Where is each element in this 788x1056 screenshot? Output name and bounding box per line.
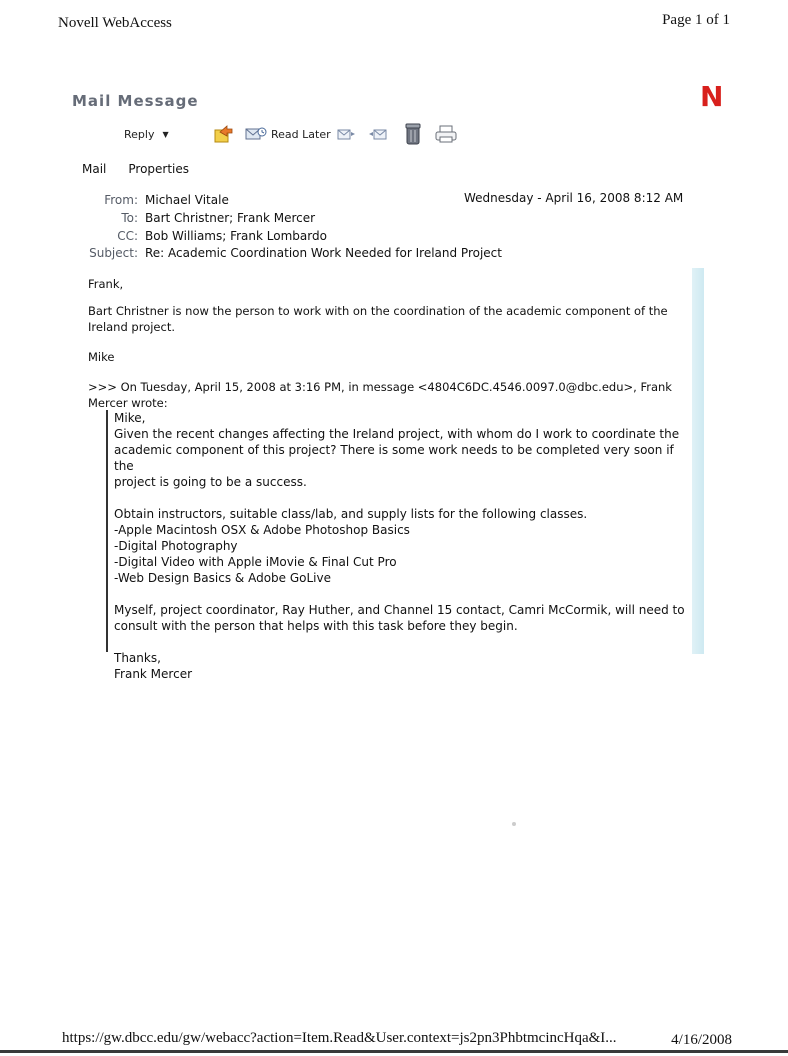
quoted-message bbox=[106, 410, 694, 681]
class-list-item: -Apple Macintosh OSX & Adobe Photoshop Basics bbox=[114, 523, 410, 537]
quote-intro-line: Mercer wrote: bbox=[88, 396, 168, 410]
quote-signature: Frank Mercer bbox=[114, 667, 193, 681]
novell-logo: N bbox=[700, 80, 724, 113]
reply-button[interactable] bbox=[124, 120, 169, 148]
delete-icon bbox=[404, 122, 422, 146]
signoff: Mike bbox=[88, 350, 115, 364]
chevron-down-icon[interactable]: ▼ bbox=[162, 129, 169, 139]
body-paragraph-line: Bart Christner is now the person to work with on the coordination of the academic component of the bbox=[88, 304, 668, 318]
subject-value: Re: Academic Coordination Work Needed for Ireland Project bbox=[145, 246, 502, 260]
quote-line: Myself, project coordinator, Ray Huther, and Channel 15 contact, Camri McCormik, will need to bbox=[114, 603, 685, 617]
read-later-icon bbox=[244, 124, 268, 144]
message-date: Wednesday - April 16, 2008 8:12 AM bbox=[464, 191, 684, 205]
print-footer-date: 4/16/2008 bbox=[671, 1032, 732, 1048]
class-list-item: -Digital Photography bbox=[114, 539, 238, 553]
bottom-rule bbox=[0, 1050, 788, 1053]
print-footer-url: https://gw.dbcc.edu/gw/webacc?action=Item.Read&User.context=js2pn3PhbtmcincHqa&I... bbox=[62, 1030, 617, 1046]
sender-name[interactable]: Michael Vitale bbox=[145, 193, 229, 207]
quote-intro-line: >>> On Tuesday, April 15, 2008 at 3:16 PM, in message <4804C6DC.4546.0097.0@dbc.edu>, Frank bbox=[88, 380, 672, 394]
body-paragraph-line: Ireland project. bbox=[88, 320, 175, 334]
quote-salutation: Mike, bbox=[114, 411, 146, 425]
quote-line: Given the recent changes affecting the Ireland project, with whom do I work to coordinate the bbox=[114, 427, 680, 441]
print-header-app-name: Novell WebAccess bbox=[58, 15, 172, 31]
class-list-item: -Digital Video with Apple iMovie & Final Cut Pro bbox=[114, 555, 397, 569]
subject-label: Subject: bbox=[89, 246, 138, 260]
page-title: Mail Message bbox=[72, 92, 199, 110]
reply-label: Reply bbox=[124, 127, 155, 141]
previous-button[interactable] bbox=[334, 120, 356, 148]
forward-button[interactable] bbox=[212, 120, 234, 148]
greeting: Frank, bbox=[88, 277, 124, 291]
quote-line: project is going to be a success. bbox=[114, 475, 307, 489]
quote-closing: Thanks, bbox=[114, 651, 161, 665]
cc-value: Bob Williams; Frank Lombardo bbox=[145, 229, 327, 243]
to-value: Bart Christner; Frank Mercer bbox=[145, 211, 316, 225]
scrollbar[interactable] bbox=[692, 268, 704, 654]
quote-line: consult with the person that helps with this task before they begin. bbox=[114, 619, 518, 633]
read-later-button[interactable] bbox=[244, 120, 331, 148]
class-list-item: -Web Design Basics & Adobe GoLive bbox=[114, 571, 331, 585]
read-later-label: Read Later bbox=[271, 127, 331, 141]
to-label: To: bbox=[121, 211, 138, 225]
from-value bbox=[145, 193, 229, 207]
previous-icon bbox=[334, 124, 356, 144]
quote-line: academic component of this project? There is some work needs to be completed very soon if the bbox=[114, 443, 674, 473]
scan-speck bbox=[512, 822, 516, 826]
from-label: From: bbox=[104, 193, 138, 207]
print-button[interactable] bbox=[434, 120, 458, 148]
quote-line: Obtain instructors, suitable class/lab, and supply lists for the following classes. bbox=[114, 507, 588, 521]
print-icon bbox=[434, 124, 458, 144]
next-button[interactable] bbox=[368, 120, 390, 148]
print-header-page-number: Page 1 of 1 bbox=[662, 12, 730, 28]
forward-icon bbox=[212, 123, 234, 145]
next-icon bbox=[368, 124, 390, 144]
tab-mail[interactable]: Mail bbox=[82, 162, 107, 176]
tab-properties[interactable]: Properties bbox=[128, 162, 190, 176]
delete-button[interactable] bbox=[404, 120, 422, 148]
cc-label: CC: bbox=[117, 229, 138, 243]
